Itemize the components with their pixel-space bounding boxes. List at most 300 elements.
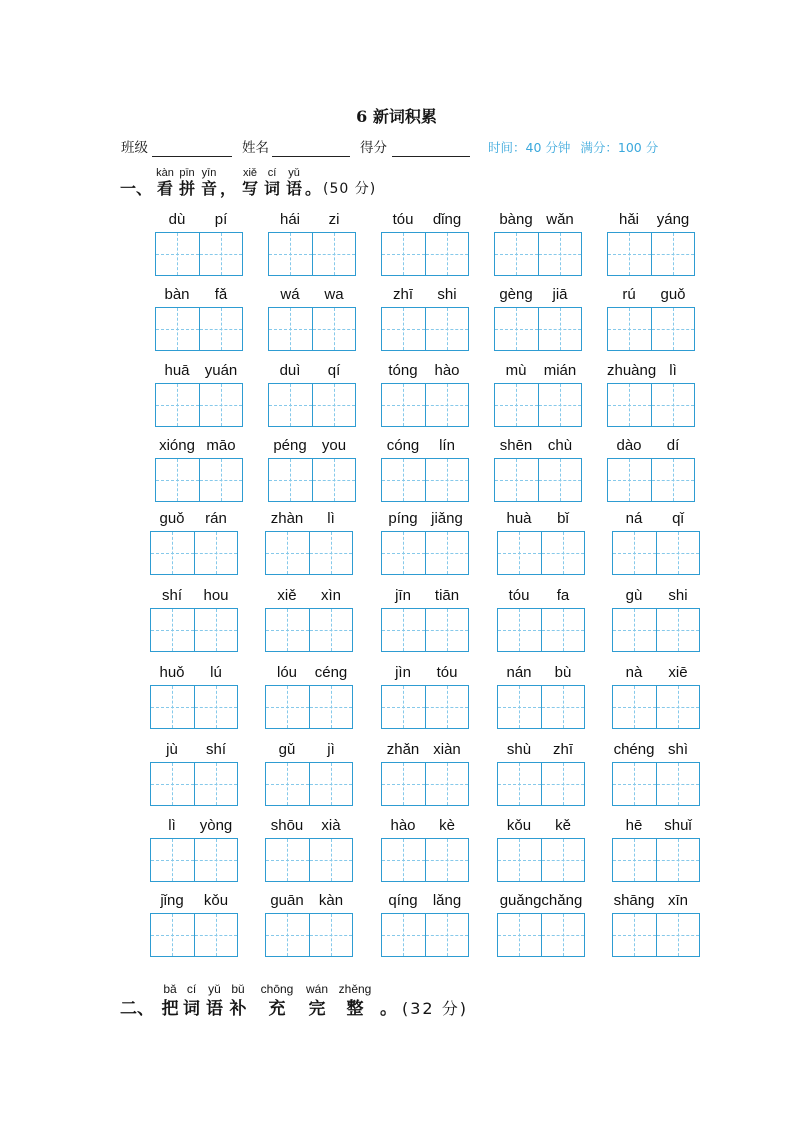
word-pinyin <box>612 891 700 911</box>
answer-cell <box>199 308 243 350</box>
word-item <box>497 740 585 806</box>
pinyin-syllable: jiā <box>552 286 568 303</box>
pinyin-syllable: zhǎn <box>386 741 420 758</box>
pinyin-syllable: lì <box>168 817 176 834</box>
pinyin-syllable: xióng <box>159 437 195 454</box>
answer-box-pair <box>612 838 700 882</box>
answer-cell <box>495 384 538 426</box>
answer-cell <box>425 686 469 728</box>
word-pinyin <box>381 285 469 305</box>
word-pinyin <box>265 663 353 683</box>
word-pinyin <box>150 740 238 760</box>
word-item <box>494 285 582 351</box>
heading-char-pinyin: yǔ <box>208 982 221 996</box>
answer-box-pair <box>150 608 238 652</box>
pinyin-syllable: shuǐ <box>664 817 692 834</box>
pinyin-syllable: kǒu <box>203 892 229 909</box>
word-item <box>381 210 469 276</box>
pinyin-syllable: yuán <box>204 362 238 379</box>
pinyin-syllable: mù <box>505 362 527 379</box>
answer-cell <box>156 233 199 275</box>
word-pinyin <box>381 210 469 230</box>
heading-char <box>226 983 250 1020</box>
answer-cell <box>312 233 356 275</box>
word-item <box>150 816 238 882</box>
word-pinyin <box>494 361 582 381</box>
pinyin-syllable: jīn <box>395 587 411 604</box>
pinyin-syllable: jiǎng <box>431 510 463 527</box>
word-pinyin <box>381 586 469 606</box>
word-pinyin <box>155 436 243 456</box>
answer-cell <box>199 233 243 275</box>
pinyin-syllable: yáng <box>656 211 690 228</box>
word-pinyin <box>497 740 585 760</box>
word-pinyin <box>612 740 700 760</box>
answer-cell <box>194 763 238 805</box>
answer-cell <box>651 233 695 275</box>
answer-cell <box>541 686 585 728</box>
answer-cell <box>425 914 469 956</box>
pinyin-syllable: dù <box>168 211 186 228</box>
answer-box-pair <box>494 307 582 351</box>
pinyin-syllable: lǎng <box>432 892 462 909</box>
answer-cell <box>309 839 353 881</box>
word-item <box>497 663 585 729</box>
word-item <box>494 361 582 427</box>
pinyin-syllable: shì <box>667 741 688 758</box>
pinyin-syllable: gù <box>625 587 643 604</box>
pinyin-syllable: ná <box>625 510 643 527</box>
heading-char-pinyin: cí <box>267 167 277 179</box>
pinyin-syllable: lì <box>669 362 677 379</box>
pinyin-syllable: zhī <box>552 741 573 758</box>
word-pinyin <box>155 210 243 230</box>
pinyin-syllable: dí <box>666 437 680 454</box>
word-item <box>155 361 243 427</box>
answer-box-pair <box>265 913 353 957</box>
answer-box-pair <box>607 307 695 351</box>
answer-box-pair <box>497 838 585 882</box>
word-pinyin <box>155 361 243 381</box>
word-pinyin <box>265 586 353 606</box>
word-item <box>265 891 353 957</box>
answer-cell <box>538 308 582 350</box>
pinyin-syllable: kè <box>439 817 455 834</box>
heading-char-text: 补 <box>229 999 247 1019</box>
pinyin-syllable: wa <box>324 286 344 303</box>
word-pinyin <box>607 436 695 456</box>
word-pinyin <box>150 586 238 606</box>
word-item <box>150 891 238 957</box>
answer-box-pair <box>607 232 695 276</box>
heading-period: 。 <box>305 179 322 198</box>
answer-cell <box>613 839 656 881</box>
answer-cell <box>651 459 695 501</box>
word-pinyin <box>150 816 238 836</box>
word-pinyin <box>265 891 353 911</box>
answer-box-pair <box>381 307 469 351</box>
answer-box-pair <box>268 383 356 427</box>
answer-cell <box>498 686 541 728</box>
answer-cell <box>266 532 309 574</box>
pinyin-syllable: dào <box>616 437 642 454</box>
pinyin-syllable: lín <box>439 437 455 454</box>
answer-cell <box>151 609 194 651</box>
word-item <box>155 210 243 276</box>
section-number: 一、 <box>120 179 153 198</box>
answer-cell <box>382 384 425 426</box>
word-pinyin <box>497 586 585 606</box>
heading-char-pinyin: yīn <box>201 167 217 179</box>
answer-cell <box>266 609 309 651</box>
pinyin-syllable: chù <box>547 437 573 454</box>
pinyin-syllable: fa <box>556 587 570 604</box>
pinyin-syllable: xiě <box>277 587 297 604</box>
answer-cell <box>309 914 353 956</box>
answer-cell <box>382 308 425 350</box>
answer-box-pair <box>150 913 238 957</box>
answer-cell <box>608 308 651 350</box>
answer-cell <box>656 763 700 805</box>
answer-box-pair <box>381 531 469 575</box>
pinyin-syllable: shi <box>437 286 457 303</box>
answer-cell <box>541 532 585 574</box>
answer-cell <box>266 763 309 805</box>
pinyin-syllable: bù <box>554 664 572 681</box>
answer-cell <box>382 233 425 275</box>
answer-cell <box>309 763 353 805</box>
pinyin-syllable: bàn <box>164 286 190 303</box>
word-pinyin <box>497 663 585 683</box>
answer-box-pair <box>497 685 585 729</box>
answer-cell <box>541 763 585 805</box>
pinyin-syllable: bàng <box>499 211 533 228</box>
heading-char <box>160 983 180 1020</box>
answer-cell <box>495 233 538 275</box>
answer-box-pair <box>381 838 469 882</box>
word-pinyin <box>268 361 356 381</box>
answer-cell <box>382 609 425 651</box>
pinyin-syllable: guǒ <box>159 510 185 527</box>
section-2-heading <box>120 983 468 1020</box>
answer-cell <box>151 763 194 805</box>
answer-cell <box>608 233 651 275</box>
pinyin-syllable: shēn <box>499 437 533 454</box>
answer-box-pair <box>494 232 582 276</box>
word-item <box>150 509 238 575</box>
heading-char <box>304 983 330 1020</box>
score-label: 得分 <box>360 140 387 156</box>
answer-box-pair <box>612 608 700 652</box>
word-item <box>381 436 469 502</box>
word-pinyin <box>494 285 582 305</box>
answer-cell <box>156 384 199 426</box>
answer-box-pair <box>150 762 238 806</box>
answer-cell <box>425 308 469 350</box>
answer-cell <box>425 384 469 426</box>
pinyin-syllable: tóng <box>388 362 418 379</box>
answer-box-pair <box>497 762 585 806</box>
pinyin-syllable: qíng <box>388 892 418 909</box>
word-item <box>494 436 582 502</box>
word-item <box>150 586 238 652</box>
word-pinyin <box>265 816 353 836</box>
word-pinyin <box>381 436 469 456</box>
pinyin-syllable: you <box>321 437 347 454</box>
answer-cell <box>425 233 469 275</box>
pinyin-syllable: lì <box>327 510 335 527</box>
heading-char-text: 完 <box>308 999 326 1019</box>
answer-box-pair <box>497 608 585 652</box>
class-label: 班级 <box>121 140 148 156</box>
answer-box-pair <box>268 232 356 276</box>
answer-cell <box>538 459 582 501</box>
word-pinyin <box>150 891 238 911</box>
answer-cell <box>194 532 238 574</box>
pinyin-syllable: nán <box>506 664 532 681</box>
pinyin-syllable: gèng <box>499 286 533 303</box>
answer-box-pair <box>155 307 243 351</box>
word-item <box>607 436 695 502</box>
word-item <box>150 663 238 729</box>
word-pinyin <box>497 816 585 836</box>
worksheet-title: 6 新词积累 <box>356 107 437 126</box>
pinyin-syllable: guǎngchǎng <box>499 892 583 909</box>
answer-cell <box>151 532 194 574</box>
heading-char-text: 语 <box>206 999 223 1019</box>
answer-cell <box>425 532 469 574</box>
pinyin-syllable: shōu <box>270 817 304 834</box>
heading-char-text: 语 <box>285 179 302 198</box>
word-pinyin <box>607 285 695 305</box>
word-item <box>612 816 700 882</box>
answer-box-pair <box>612 762 700 806</box>
word-item <box>612 740 700 806</box>
section-score: (50 分) <box>323 181 377 197</box>
answer-cell <box>151 839 194 881</box>
answer-cell <box>608 459 651 501</box>
pinyin-syllable: píng <box>388 510 418 527</box>
word-item <box>268 285 356 351</box>
answer-cell <box>425 459 469 501</box>
word-item <box>612 509 700 575</box>
answer-cell <box>382 532 425 574</box>
pinyin-syllable: māo <box>206 437 236 454</box>
pinyin-syllable: péng <box>273 437 307 454</box>
answer-cell <box>309 532 353 574</box>
pinyin-syllable: dǐng <box>432 211 462 228</box>
answer-cell <box>266 686 309 728</box>
pinyin-syllable: zhàn <box>270 510 304 527</box>
pinyin-syllable: xià <box>321 817 341 834</box>
answer-cell <box>656 609 700 651</box>
answer-box-pair <box>150 838 238 882</box>
pinyin-syllable: shí <box>161 587 182 604</box>
pinyin-syllable: jìn <box>395 664 411 681</box>
answer-cell <box>269 233 312 275</box>
answer-box-pair <box>497 913 585 957</box>
answer-box-pair <box>265 685 353 729</box>
word-pinyin <box>150 663 238 683</box>
pinyin-syllable: kàn <box>318 892 344 909</box>
word-pinyin <box>381 509 469 529</box>
word-pinyin <box>494 436 582 456</box>
pinyin-syllable: xìn <box>320 587 341 604</box>
heading-char-pinyin: kàn <box>156 167 174 179</box>
word-item <box>381 891 469 957</box>
word-item <box>497 816 585 882</box>
answer-cell <box>498 914 541 956</box>
pinyin-syllable: pí <box>214 211 228 228</box>
word-item <box>381 509 469 575</box>
word-pinyin <box>268 285 356 305</box>
word-pinyin <box>381 891 469 911</box>
word-item <box>265 816 353 882</box>
answer-cell <box>613 763 656 805</box>
pinyin-syllable: shi <box>668 587 688 604</box>
word-item <box>150 740 238 806</box>
word-pinyin <box>381 361 469 381</box>
word-item <box>381 285 469 351</box>
word-pinyin <box>494 210 582 230</box>
answer-cell <box>613 686 656 728</box>
word-item <box>381 361 469 427</box>
heading-char-text: 整 <box>346 999 364 1019</box>
answer-box-pair <box>607 458 695 502</box>
heading-char-pinyin: xiě <box>242 167 258 179</box>
pinyin-syllable: lú <box>210 664 222 681</box>
heading-char-text: 充 <box>268 999 286 1019</box>
answer-box-pair <box>155 458 243 502</box>
answer-cell <box>656 686 700 728</box>
heading-char-pinyin: chōng <box>260 982 294 996</box>
pinyin-syllable: tóu <box>508 587 530 604</box>
word-pinyin <box>265 740 353 760</box>
word-pinyin <box>612 816 700 836</box>
answer-box-pair <box>612 685 700 729</box>
answer-box-pair <box>381 608 469 652</box>
answer-cell <box>194 914 238 956</box>
pinyin-syllable: shù <box>506 741 532 758</box>
pinyin-syllable: hou <box>203 587 229 604</box>
answer-cell <box>541 839 585 881</box>
word-pinyin <box>607 361 695 381</box>
pinyin-syllable: bǐ <box>557 510 569 527</box>
pinyin-syllable: duì <box>279 362 301 379</box>
word-pinyin <box>612 663 700 683</box>
heading-char-text: 词 <box>263 179 280 198</box>
answer-cell <box>425 763 469 805</box>
word-pinyin <box>265 509 353 529</box>
pinyin-syllable: tóu <box>436 664 458 681</box>
full-score: 满分：100 分 <box>580 140 659 155</box>
answer-cell <box>613 532 656 574</box>
word-item <box>497 891 585 957</box>
word-item <box>268 436 356 502</box>
word-item <box>612 663 700 729</box>
heading-char-pinyin: yǔ <box>288 167 300 179</box>
word-item <box>612 586 700 652</box>
word-item <box>265 663 353 729</box>
pinyin-syllable: huā <box>164 362 190 379</box>
word-item <box>497 509 585 575</box>
pinyin-syllable: jǐng <box>160 892 184 909</box>
answer-cell <box>495 459 538 501</box>
pinyin-syllable: wá <box>280 286 300 303</box>
word-item <box>155 285 243 351</box>
answer-cell <box>194 686 238 728</box>
heading-char-pinyin: bǔ <box>231 982 245 996</box>
heading-char <box>203 983 226 1020</box>
word-item <box>268 361 356 427</box>
word-item <box>497 586 585 652</box>
answer-cell <box>194 609 238 651</box>
heading-char-pinyin: cí <box>186 982 197 996</box>
answer-cell <box>382 686 425 728</box>
answer-cell <box>382 914 425 956</box>
heading-char-pinyin: bǎ <box>163 982 177 996</box>
answer-cell <box>538 384 582 426</box>
word-item <box>265 509 353 575</box>
heading-period: 。 <box>380 999 397 1019</box>
answer-cell <box>309 686 353 728</box>
answer-box-pair <box>265 608 353 652</box>
pinyin-syllable: shí <box>205 741 226 758</box>
heading-comma: ， <box>220 179 237 198</box>
pinyin-syllable: hào <box>390 817 416 834</box>
heading-char-text: 拼 <box>178 179 195 198</box>
pinyin-syllable: jù <box>166 741 178 758</box>
answer-box-pair <box>265 762 353 806</box>
heading-char-text: 把 <box>161 999 179 1019</box>
answer-box-pair <box>494 458 582 502</box>
answer-box-pair <box>612 913 700 957</box>
pinyin-syllable: kě <box>555 817 571 834</box>
word-pinyin <box>150 509 238 529</box>
pinyin-syllable: hái <box>279 211 301 228</box>
pinyin-syllable: guān <box>270 892 304 909</box>
answer-cell <box>194 839 238 881</box>
answer-cell <box>498 532 541 574</box>
answer-cell <box>498 763 541 805</box>
pinyin-syllable: jì <box>327 741 335 758</box>
answer-cell <box>656 914 700 956</box>
pinyin-syllable: nà <box>625 664 643 681</box>
answer-box-pair <box>497 531 585 575</box>
answer-cell <box>199 384 243 426</box>
answer-box-pair <box>150 685 238 729</box>
heading-char-pinyin: zhěng <box>338 982 372 996</box>
answer-cell <box>382 459 425 501</box>
pinyin-syllable: kǒu <box>506 817 532 834</box>
word-pinyin <box>268 436 356 456</box>
word-pinyin <box>607 210 695 230</box>
pinyin-syllable: zi <box>328 211 340 228</box>
answer-cell <box>651 308 695 350</box>
pinyin-syllable: céng <box>314 664 348 681</box>
pinyin-syllable: yòng <box>199 817 233 834</box>
heading-char <box>250 983 304 1020</box>
section-score: (32 分) <box>402 999 468 1018</box>
pinyin-syllable: fǎ <box>214 286 228 303</box>
answer-cell <box>269 308 312 350</box>
answer-cell <box>309 609 353 651</box>
answer-cell <box>613 609 656 651</box>
word-item <box>265 740 353 806</box>
pinyin-syllable: cóng <box>386 437 420 454</box>
word-item <box>155 436 243 502</box>
answer-box-pair <box>155 383 243 427</box>
